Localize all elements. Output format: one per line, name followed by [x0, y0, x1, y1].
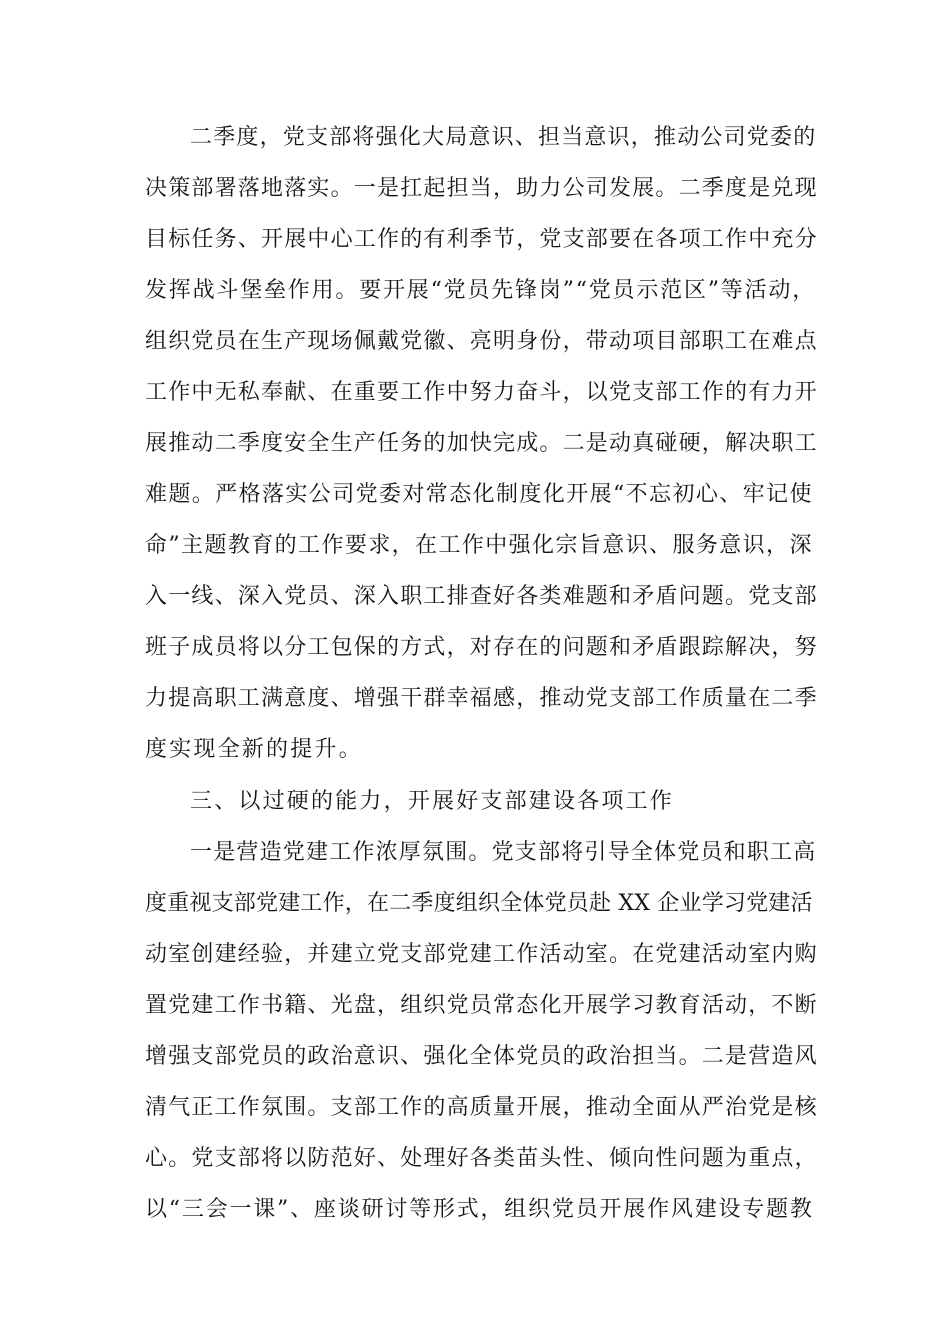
paragraph-line: 工作中无私奉献、在重要工作中努力奋斗，以党支部工作的有力开: [145, 380, 818, 405]
paragraph-line: 置党建工作书籍、光盘，组织党员常态化开展学习教育活动，不断: [145, 993, 818, 1018]
paragraph-line: 发挥战斗堡垒作用。要开展“党员先锋岗”“党员示范区”等活动，: [145, 278, 816, 303]
paragraph-line: 动室创建经验，并建立党支部党建工作活动室。在党建活动室内购: [145, 942, 818, 967]
paragraph-line: 以“三会一课”、座谈研讨等形式，组织党员开展作风建设专题教: [145, 1197, 814, 1222]
paragraph-line: 度重视支部党建工作，在二季度组织全体党员赴 XX 企业学习党建活: [145, 891, 813, 916]
paragraph-line: 二季度，党支部将强化大局意识、担当意识，推动公司党委的: [190, 125, 817, 150]
section-heading: 三、以过硬的能力，开展好支部建设各项工作: [190, 789, 675, 814]
paragraph-line: 展推动二季度安全生产任务的加快完成。二是动真碰硬，解决职工: [145, 431, 818, 456]
paragraph-line: 心。党支部将以防范好、处理好各类苗头性、倾向性问题为重点，: [145, 1146, 818, 1171]
paragraph-line: 清气正工作氛围。支部工作的高质量开展，推动全面从严治党是核: [145, 1095, 818, 1120]
paragraph-line: 力提高职工满意度、增强干群幸福感，推动党支部工作质量在二季: [145, 686, 818, 711]
paragraph-line: 度实现全新的提升。: [145, 737, 363, 762]
paragraph-line: 决策部署落地落实。一是扛起担当，助力公司发展。二季度是兑现: [145, 176, 818, 201]
paragraph-line: 组织党员在生产现场佩戴党徽、亮明身份，带动项目部职工在难点: [145, 329, 818, 354]
paragraph-line: 一是营造党建工作浓厚氛围。党支部将引导全体党员和职工高: [190, 840, 817, 865]
paragraph-line: 增强支部党员的政治意识、强化全体党员的政治担当。二是营造风: [145, 1044, 818, 1069]
paragraph-line: 入一线、深入党员、深入职工排查好各类难题和矛盾问题。党支部: [145, 584, 818, 609]
paragraph-line: 命”主题教育的工作要求，在工作中强化宗旨意识、服务意识，深: [145, 533, 813, 558]
paragraph-line: 目标任务、开展中心工作的有利季节，党支部要在各项工作中充分: [145, 227, 818, 252]
paragraph-line: 难题。严格落实公司党委对常态化制度化开展“不忘初心、牢记使: [145, 482, 813, 507]
paragraph-line: 班子成员将以分工包保的方式，对存在的问题和矛盾跟踪解决，努: [145, 635, 818, 660]
